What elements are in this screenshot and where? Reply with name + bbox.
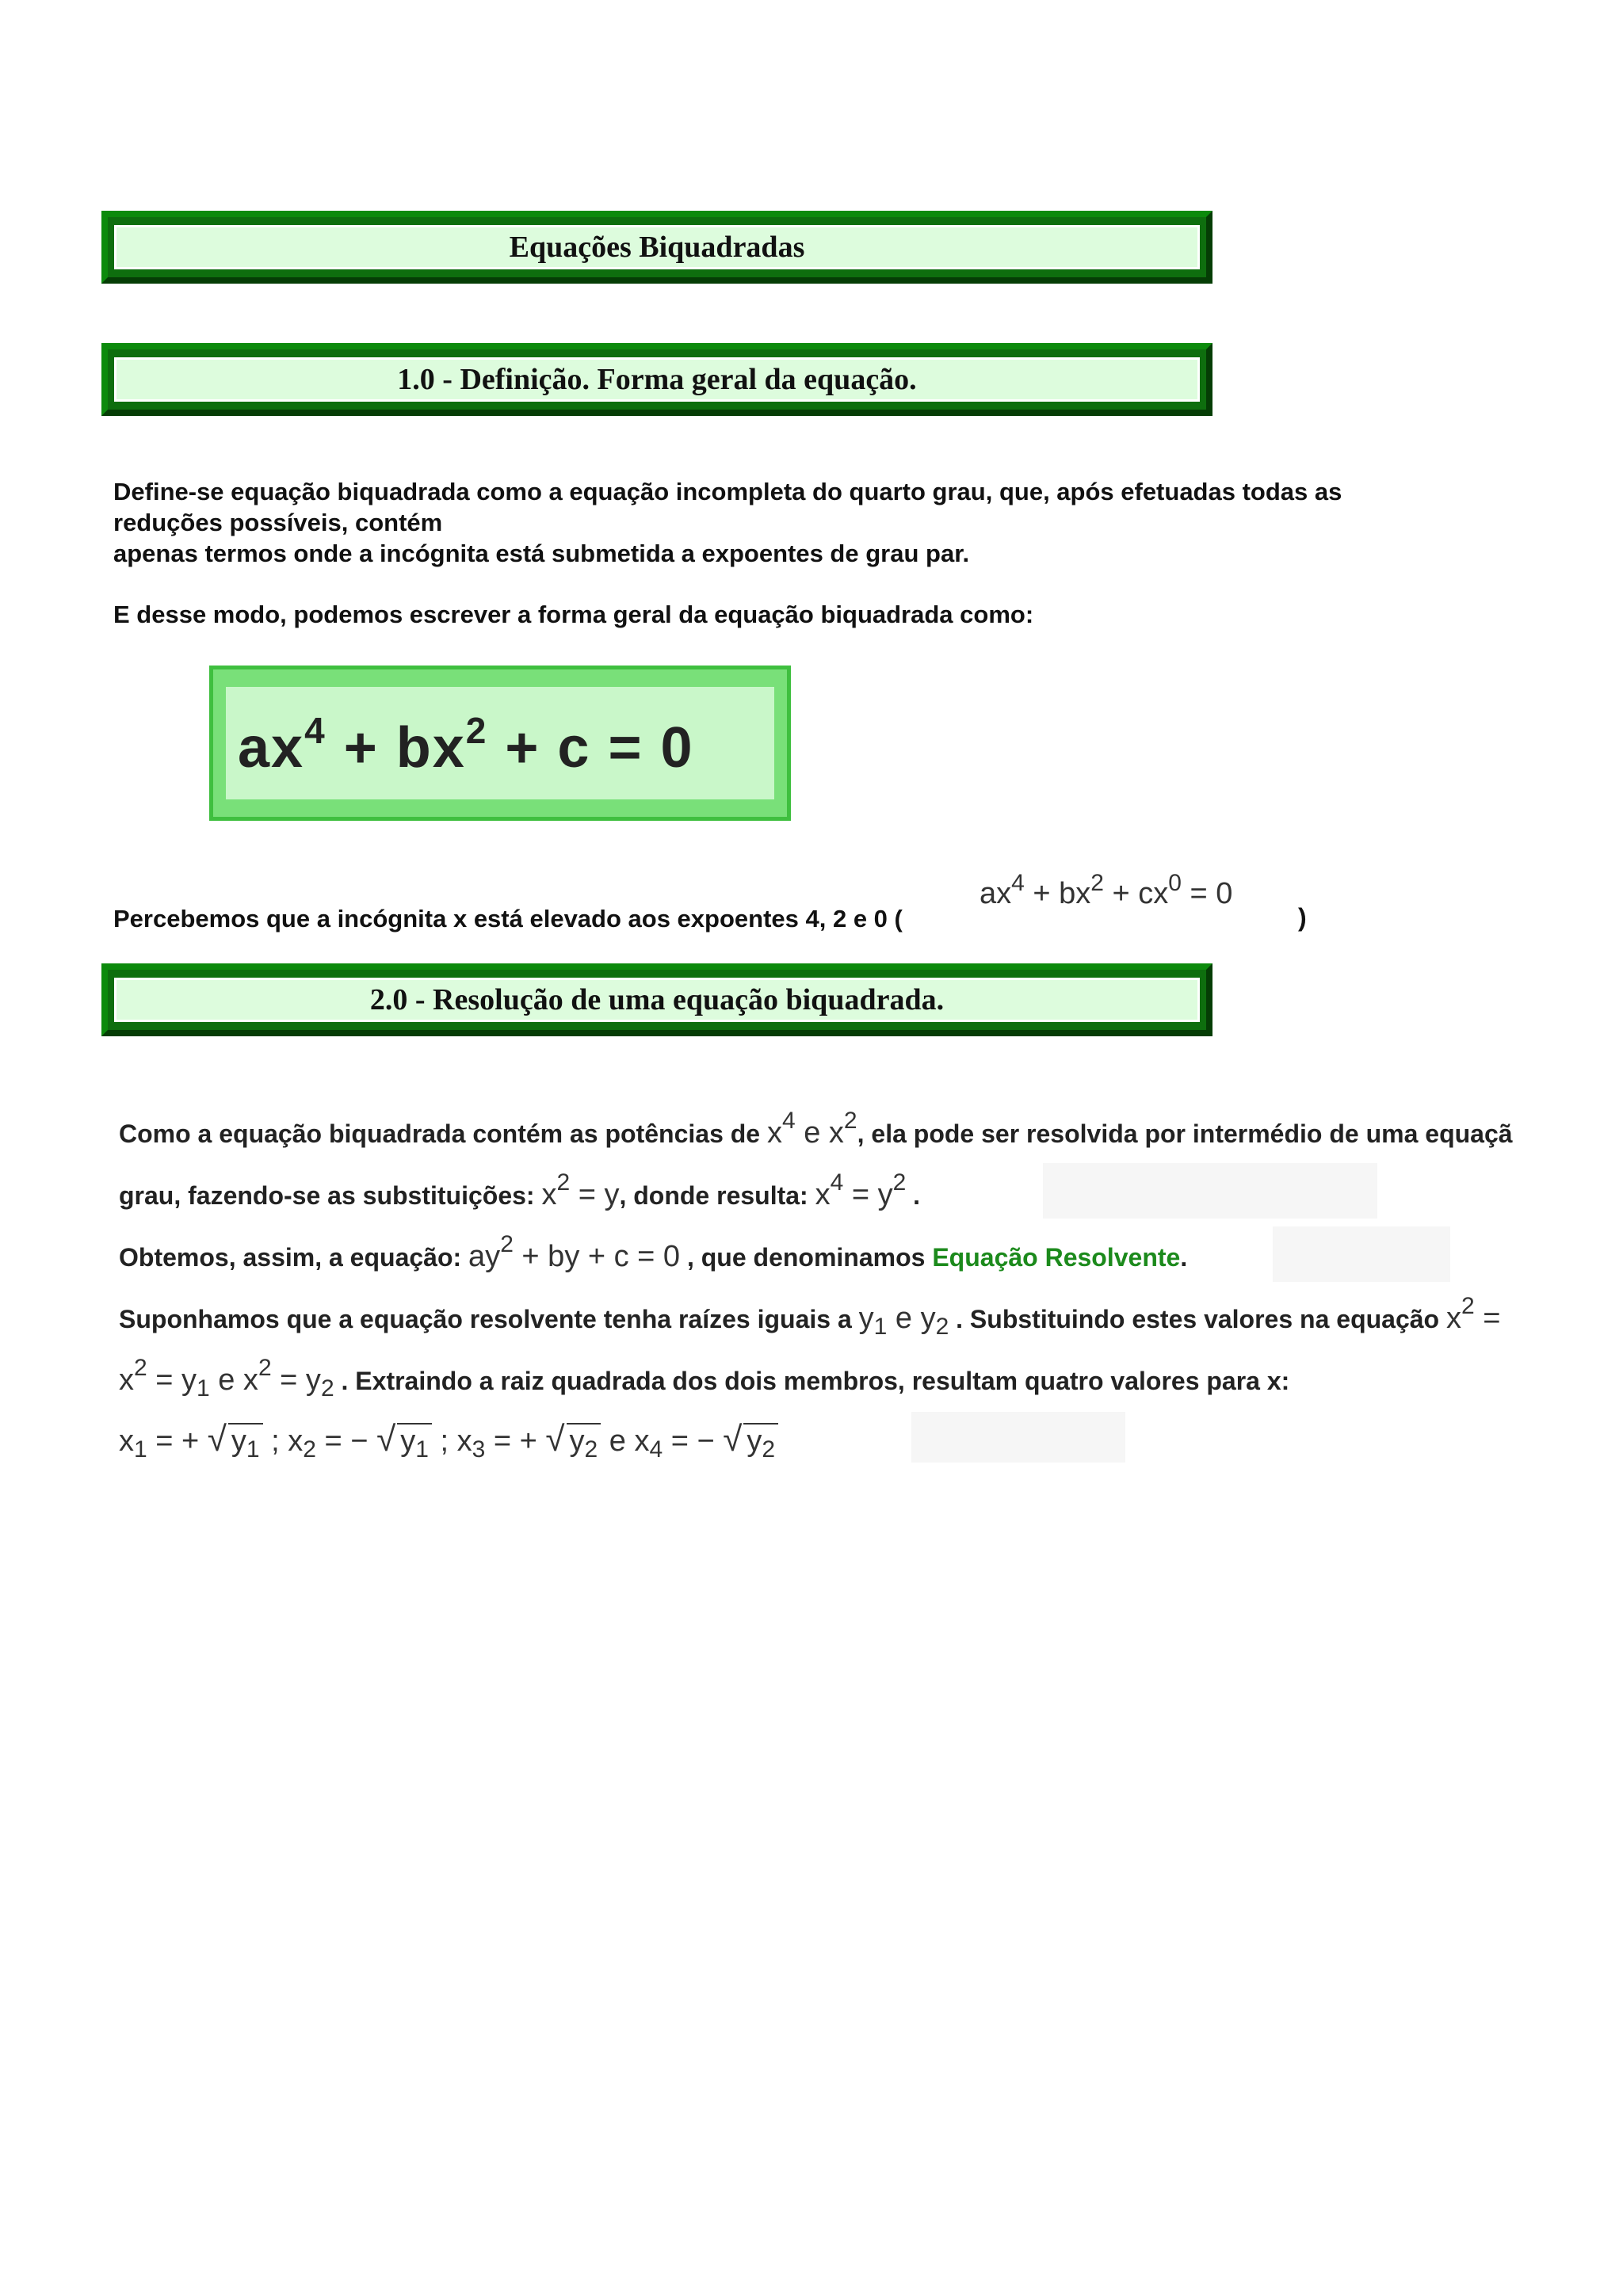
definition-line-3: apenas termos onde a incógnita está submetida a expoentes de grau par. [113,540,970,567]
math-text: = + [155,1425,200,1458]
formula-plus: + [343,716,379,780]
math-var: x [828,1116,844,1150]
formula-term-a: ax [238,716,305,780]
text: , ela pode ser resolvida por intermédio de uma equaçã [857,1119,1513,1148]
math-var: x [456,1425,472,1458]
math-exp: 2 [258,1355,272,1381]
radicand [567,1423,601,1463]
general-form-intro: E desse modo, podemos escrever a forma geral da equação biquadrada como: [113,601,1034,628]
math [119,1355,334,1402]
note-eq-exp: 2 [1090,870,1104,896]
text: . [1180,1243,1188,1272]
faint-patch [911,1412,1125,1463]
text: grau, fazendo-se as substituições: [119,1181,542,1210]
resolution-line-4 [119,1293,1500,1341]
formula-equals: = [608,716,643,780]
math-text: e [795,1116,829,1150]
sqrt-icon: √ [376,1420,396,1459]
math-text: = − [670,1425,715,1458]
section2-heading: 2.0 - Resolução de uma equação biquadrada. [369,983,945,1016]
root-x1 [119,1420,271,1463]
section2-banner-inner [114,978,1200,1022]
root-x2 [288,1420,440,1463]
resolution-line-1 [119,1108,1513,1150]
resolution-line-5 [119,1355,1289,1402]
title-banner [101,211,1212,284]
math-var: y [400,1425,416,1458]
section1-heading: 1.0 - Definição. Forma geral da equação. [397,363,917,396]
definition-line-1: Define-se equação biquadrada como a equação incompleta do quarto grau, que, após efetuadas todas as [113,478,1342,505]
radicand [397,1423,432,1463]
note-eq-exp: 0 [1168,870,1182,896]
general-formula [238,709,694,780]
resolution-line-3 [119,1231,1187,1274]
math-sub: 2 [935,1314,949,1340]
math [1445,1293,1501,1335]
math-text: e [887,1302,921,1335]
math-var: ay [468,1240,501,1273]
separator: ; [271,1425,288,1458]
math-text: = + [493,1425,537,1458]
formula-exp-2: 2 [465,710,488,751]
text: . [906,1181,921,1210]
math-exp: 2 [892,1169,907,1196]
math-var: y [920,1302,936,1335]
math [541,1169,620,1211]
sqrt-icon: √ [207,1420,227,1459]
text: , donde resulta: [619,1181,815,1210]
separator: ; [440,1425,457,1458]
radicand [228,1423,263,1463]
math-sub: 1 [246,1436,260,1463]
text: , que denominamos [680,1243,933,1272]
math-text: = y [843,1178,893,1211]
note-eq-term: ax [980,877,1012,910]
definition-line-2: reduções possíveis, contém [113,509,443,536]
formula-plus: + [505,716,540,780]
roots-line [119,1420,778,1463]
math-var: y [569,1425,585,1458]
math-exp: 2 [134,1355,147,1381]
math-var: x [288,1425,304,1458]
math-sub: 2 [762,1436,776,1463]
math-var: x [541,1178,557,1211]
formula-term-c: c [557,716,591,780]
math-exp: 2 [556,1169,571,1196]
note-eq-term: = 0 [1181,877,1233,910]
math-var: x [1445,1302,1461,1335]
exponents-note: Percebemos que a incógnita x está elevado aos expoentes 4, 2 e 0 ( [113,905,903,933]
math-var: x [119,1425,134,1458]
math [468,1231,681,1273]
math-text: + by + c = 0 [513,1240,681,1273]
text: . Substituindo estes valores na equação [949,1305,1446,1333]
text: Suponhamos que a equação resolvente tenha raízes iguais a [119,1305,859,1333]
math-sub: 2 [320,1375,334,1402]
math-exp: 2 [843,1108,857,1134]
exponents-note-equation [980,870,1232,911]
math-var: y [747,1425,762,1458]
math-text: = − [324,1425,369,1458]
resolution-line-2 [119,1169,920,1212]
math-sub: 2 [303,1436,316,1463]
text: . Extraindo a raiz quadrada dos dois membros, resultam quatro valores para x: [334,1367,1290,1395]
title-banner-inner [114,225,1200,269]
math-sub: 4 [649,1436,663,1463]
formula-zero: 0 [660,716,694,780]
math-var: x [634,1425,650,1458]
math-text: = y [147,1363,197,1397]
faint-patch [1043,1163,1377,1219]
page-title: Equações Biquadradas [509,231,805,264]
math-sub: 1 [415,1436,429,1463]
note-eq-exp: 4 [1011,870,1025,896]
section2-banner [101,963,1212,1036]
math-var: y [231,1425,246,1458]
math-var: y [858,1302,874,1335]
root-x3 [456,1420,609,1463]
math [766,1108,857,1150]
math-sub: 1 [197,1375,210,1402]
math-sub: 3 [472,1436,486,1463]
math-exp: 2 [500,1231,514,1257]
math-exp: 4 [781,1108,796,1134]
math [815,1169,907,1211]
formula-term-b: bx [395,716,466,780]
math-text: = y [570,1178,620,1211]
exponents-note-close: ) [1298,903,1307,932]
section1-banner-inner [114,357,1200,402]
text: Como a equação biquadrada contém as potências de [119,1119,767,1148]
math [858,1302,949,1340]
resolvent-equation-term: Equação Resolvente [932,1243,1181,1272]
math-sub: 1 [873,1314,888,1340]
math-text: = y [271,1363,321,1397]
math-sub: 2 [584,1436,598,1463]
math-var: x [119,1363,134,1397]
note-eq-term: + cx [1103,877,1169,910]
root-x4 [634,1420,778,1463]
math-var: x [766,1116,782,1150]
sqrt-icon: √ [545,1420,565,1459]
faint-patch [1273,1226,1450,1282]
math-exp: 2 [1461,1293,1475,1319]
radicand [743,1423,778,1463]
math-sub: 1 [134,1436,147,1463]
math-text: = [1474,1302,1501,1335]
math-text: e x [209,1363,258,1397]
math-var: x [815,1178,831,1211]
text: Obtemos, assim, a equação: [119,1243,469,1272]
definition-paragraph [113,476,1342,569]
math-exp: 4 [830,1169,844,1196]
section1-banner [101,343,1212,416]
sqrt-icon: √ [723,1420,743,1459]
separator: e [609,1425,635,1458]
formula-exp-4: 4 [304,710,327,751]
note-eq-term: + bx [1024,877,1091,910]
